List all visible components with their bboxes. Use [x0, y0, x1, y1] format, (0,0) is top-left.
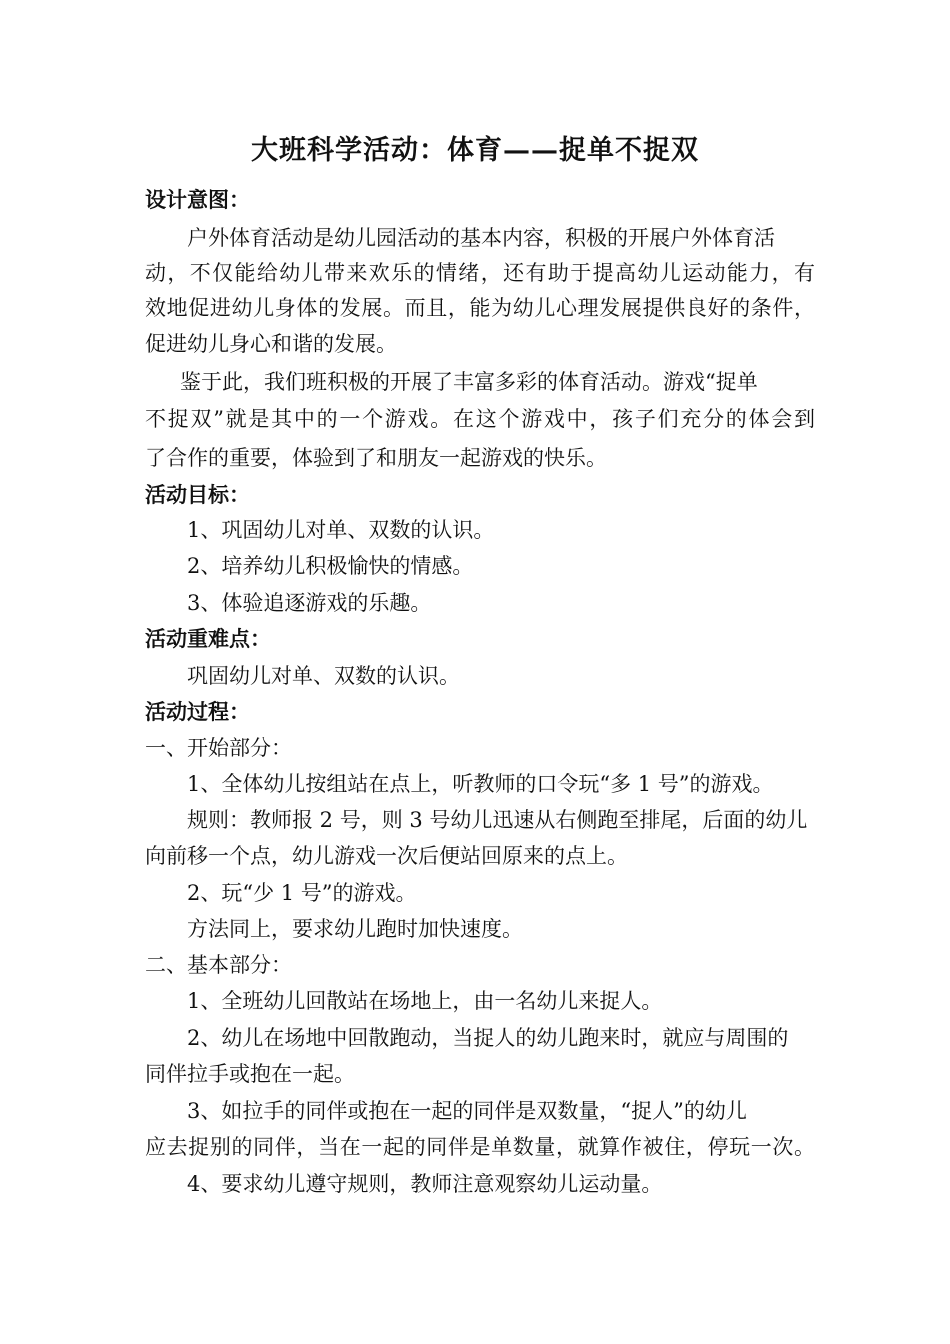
section-heading-design: 设计意图： — [145, 187, 250, 212]
goal-item: 3、体验追逐游戏的乐趣。 — [187, 591, 432, 615]
key-point-text: 巩固幼儿对单、双数的认识。 — [187, 664, 460, 688]
process-line: 同伴拉手或抱在一起。 — [145, 1062, 355, 1086]
document-title: 大班科学活动：体育——捉单不捉双 — [251, 135, 699, 166]
paragraph-line: 动，不仅能给幼儿带来欢乐的情绪，还有助于提高幼儿运动能力，有 — [145, 261, 815, 285]
goal-item: 1、巩固幼儿对单、双数的认识。 — [187, 518, 495, 542]
process-line: 1、全体幼儿按组站在点上，听教师的口令玩“多 1 号”的游戏。 — [187, 772, 774, 796]
process-line: 方法同上，要求幼儿跑时加快速度。 — [187, 917, 523, 941]
process-line: 2、幼儿在场地中回散跑动，当捉人的幼儿跑来时，就应与周围的 — [187, 1026, 789, 1050]
paragraph-line: 户外体育活动是幼儿园活动的基本内容，积极的开展户外体育活 — [187, 226, 775, 250]
goal-item: 2、培养幼儿积极愉快的情感。 — [187, 554, 474, 578]
process-line: 规则：教师报 2 号，则 3 号幼儿迅速从右侧跑至排尾，后面的幼儿 — [187, 808, 808, 832]
process-line: 2、玩“少 1 号”的游戏。 — [187, 881, 417, 905]
process-line: 3、如拉手的同伴或抱在一起的同伴是双数量，“捉人”的幼儿 — [187, 1099, 747, 1123]
paragraph-line: 不捉双”就是其中的一个游戏。在这个游戏中，孩子们充分的体会到 — [145, 407, 815, 431]
part-title: 一、开始部分： — [145, 736, 292, 760]
process-line: 4、要求幼儿遵守规则，教师注意观察幼儿运动量。 — [187, 1172, 663, 1196]
paragraph-line: 效地促进幼儿身体的发展。而且，能为幼儿心理发展提供良好的条件， — [145, 296, 815, 320]
section-heading-goals: 活动目标： — [145, 482, 250, 507]
process-line: 1、全班幼儿回散站在场地上，由一名幼儿来捉人。 — [187, 989, 663, 1013]
part-title: 二、基本部分： — [145, 953, 292, 977]
paragraph-line: 鉴于此，我们班积极的开展了丰富多彩的体育活动。游戏“捉单 — [180, 370, 758, 394]
paragraph-line: 了合作的重要，体验到了和朋友一起游戏的快乐。 — [145, 446, 607, 470]
process-line: 向前移一个点，幼儿游戏一次后便站回原来的点上。 — [145, 844, 628, 868]
paragraph-line: 促进幼儿身心和谐的发展。 — [145, 332, 397, 356]
section-heading-process: 活动过程： — [145, 699, 250, 724]
section-heading-key: 活动重难点： — [145, 626, 271, 651]
process-line: 应去捉别的同伴，当在一起的同伴是单数量，就算作被住，停玩一次。 — [145, 1135, 815, 1159]
